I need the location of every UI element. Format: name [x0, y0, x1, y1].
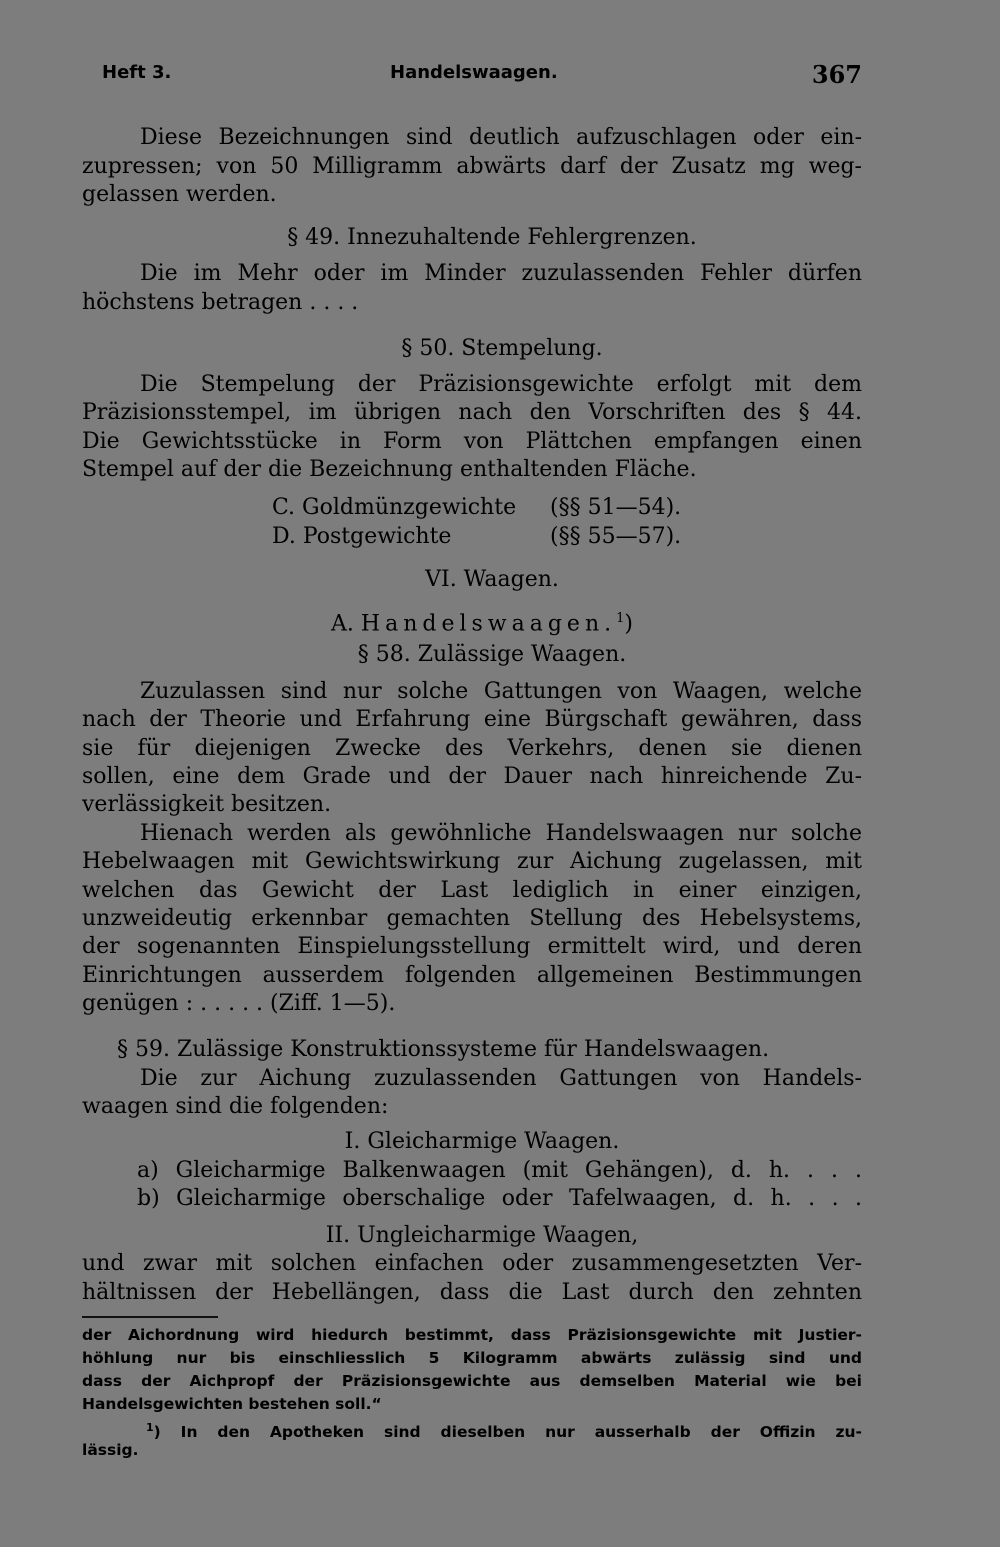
text-line: Die Gewichtsstücke in Form von Plättchen empfangen einen: [82, 429, 862, 454]
footnote-mark-close: ): [624, 611, 633, 637]
subsection-d-ref: (§§ 55—57).: [550, 524, 682, 549]
text-line: nach der Theorie und Erfahrung eine Bürgschaft gewähren, dass: [82, 707, 862, 732]
text-line: welchen das Gewicht der Last lediglich in einer einzigen,: [82, 878, 862, 903]
footnote-line: höhlung nur bis einschliesslich 5 Kilogramm abwärts zulässig sind und: [82, 1349, 862, 1367]
subsection-c-label: C. Goldmünzgewichte: [272, 495, 517, 520]
footnote-divider: [82, 1316, 218, 1318]
part-heading-word: Handelswaagen.: [360, 611, 617, 637]
text-line: verlässigkeit besitzen.: [82, 792, 332, 817]
text-line: Einrichtungen ausserdem folgenden allgemeinen Bestimmungen: [82, 963, 862, 988]
text-line: Zuzulassen sind nur solche Gattungen von Waagen, welche: [140, 679, 862, 704]
chapter-heading: VI. Waagen.: [425, 567, 559, 592]
section-heading: § 50. Stempelung.: [401, 336, 603, 361]
text-line: Die Stempelung der Präzisionsgewichte erfolgt mit dem: [140, 372, 862, 397]
text-line: der sogenannten Einspielungsstellung ermittelt wird, und deren: [82, 934, 862, 959]
text-line: hältnissen der Hebellängen, dass die Last durch den zehnten: [82, 1280, 862, 1305]
part-heading-prefix: A.: [331, 611, 354, 637]
list-item: a) Gleicharmige Balkenwaagen (mit Gehängen), d. h. . . .: [137, 1158, 862, 1183]
subsection-c-ref: (§§ 51—54).: [550, 495, 682, 520]
footnote-line: Handelsgewichten bestehen soll.“: [82, 1395, 382, 1413]
footnote-line: dass der Aichpropf der Präzisionsgewichte aus demselben Material wie bei: [82, 1372, 862, 1390]
footnote-line: lässig.: [82, 1441, 139, 1459]
text-line: sie für diejenigen Zwecke des Verkehrs, denen sie dienen: [82, 736, 862, 761]
text-line: höchstens betragen . . . .: [82, 290, 359, 315]
running-header-left: Heft 3.: [102, 62, 172, 83]
part-heading: [82, 605, 872, 638]
section-heading: § 58. Zulässige Waagen.: [357, 642, 627, 667]
text-line: Die zur Aichung zuzulassenden Gattungen von Handels-: [140, 1066, 862, 1091]
text-line: Stempel auf der die Bezeichnung enthaltenden Fläche.: [82, 457, 697, 482]
section-heading: § 49. Innezuhaltende Fehlergrenzen.: [287, 225, 697, 250]
text-line: sollen, eine dem Grade und der Dauer nach hinreichende Zu-: [82, 764, 862, 789]
text-line: Diese Bezeichnungen sind deutlich aufzuschlagen oder ein-: [140, 125, 862, 150]
section-heading: § 59. Zulässige Konstruktionssysteme für Handelswaagen.: [117, 1037, 770, 1062]
text-line: Hienach werden als gewöhnliche Handelswaagen nur solche: [140, 821, 862, 846]
footnote-line: der Aichordnung wird hiedurch bestimmt, dass Präzisionsgewichte mit Justier-: [82, 1326, 862, 1344]
footnote-1-text: In den Apotheken sind dieselben nur ausserhalb der Offizin zu-: [180, 1423, 862, 1442]
text-line: und zwar mit solchen einfachen oder zusammengesetzten Ver-: [82, 1251, 862, 1276]
text-line: gelassen werden.: [82, 182, 277, 207]
text-line: waagen sind die folgenden:: [82, 1094, 389, 1119]
subsection-d-label: D. Postgewichte: [272, 524, 452, 549]
text-line: Hebelwaagen mit Gewichtswirkung zur Aichung zugelassen, mit: [82, 849, 862, 874]
text-line: Präzisionsstempel, im übrigen nach den Vorschriften des § 44.: [82, 400, 862, 425]
footnote-1-mark-close: ): [153, 1423, 161, 1442]
list-item: b) Gleicharmige oberschalige oder Tafelwaagen, d. h. . . .: [137, 1186, 862, 1211]
list-heading: I. Gleicharmige Waagen.: [344, 1129, 620, 1154]
page-number: 367: [811, 60, 862, 89]
text-line: Die im Mehr oder im Minder zuzulassenden Fehler dürfen: [140, 261, 862, 286]
text-line: genügen : . . . . . (Ziff. 1—5).: [82, 991, 396, 1016]
text-line: unzweideutig erkennbar gemachten Stellung des Hebelsystems,: [82, 906, 862, 931]
footnote-mark: 1: [616, 611, 625, 626]
footnote-1-mark: 1: [146, 1421, 154, 1434]
text-line: zupressen; von 50 Milligramm abwärts darf der Zusatz mg weg-: [82, 154, 862, 179]
running-header-title: Handelswaagen.: [390, 62, 558, 83]
list-heading: II. Ungleicharmige Waagen,: [325, 1223, 639, 1248]
